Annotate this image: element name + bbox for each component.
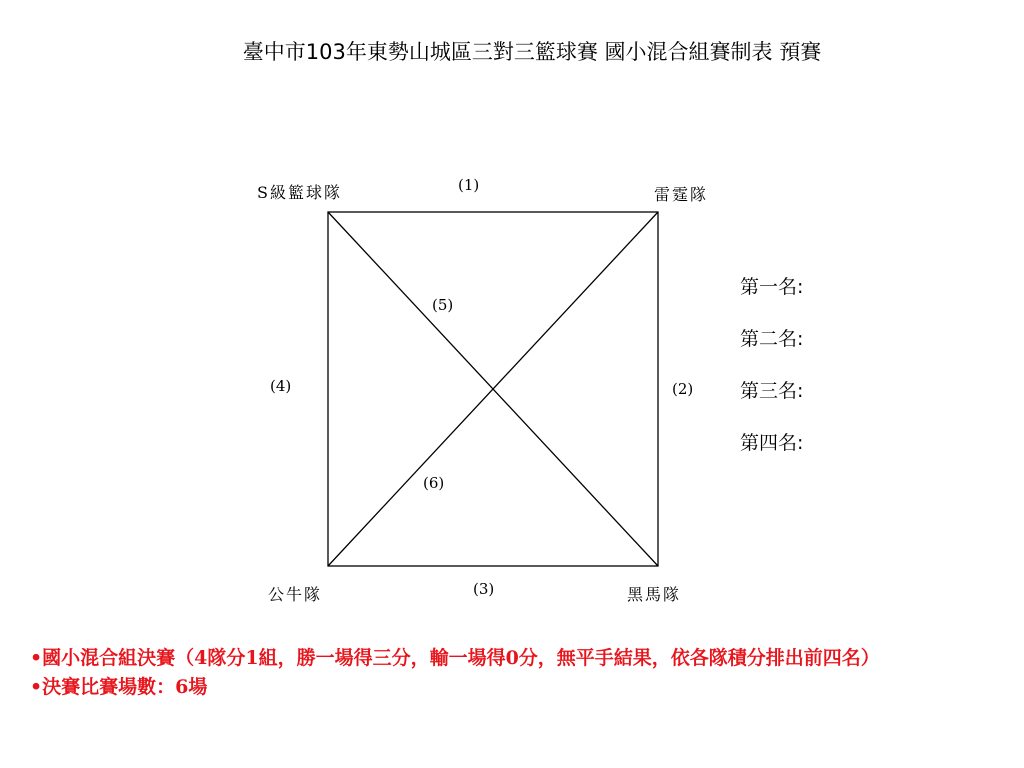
match-6-label: (6) (423, 474, 445, 492)
rankings-list (740, 272, 803, 480)
team-bottom-left: 公牛隊 (268, 585, 323, 604)
match-1-label: (1) (458, 176, 480, 194)
rules-notes (30, 644, 940, 702)
match-3-label: (3) (473, 580, 495, 598)
team-top-right: 雷霆隊 (654, 185, 709, 204)
match-2-label: (2) (672, 380, 694, 398)
match-4-label: (4) (270, 377, 292, 395)
rank-first: 第一名: (740, 276, 804, 298)
rank-third: 第三名: (740, 380, 804, 402)
rank-fourth: 第四名: (740, 432, 804, 454)
match-5-label: (5) (432, 296, 454, 314)
note-line-2: •決賽比賽場數：6場 (30, 676, 208, 698)
team-bottom-right: 黑馬隊 (627, 585, 682, 604)
note-line-1: •國小混合組決賽（4隊分1組，勝一場得三分，輸一場得0分，無平手結果，依各隊積分排出前四名） (30, 647, 880, 669)
team-top-left: S級籃球隊 (257, 183, 342, 202)
page-title: 臺中市103年東勢山城區三對三籃球賽 國小混合組賽制表 預賽 (242, 40, 822, 64)
rank-second: 第二名: (740, 328, 804, 350)
